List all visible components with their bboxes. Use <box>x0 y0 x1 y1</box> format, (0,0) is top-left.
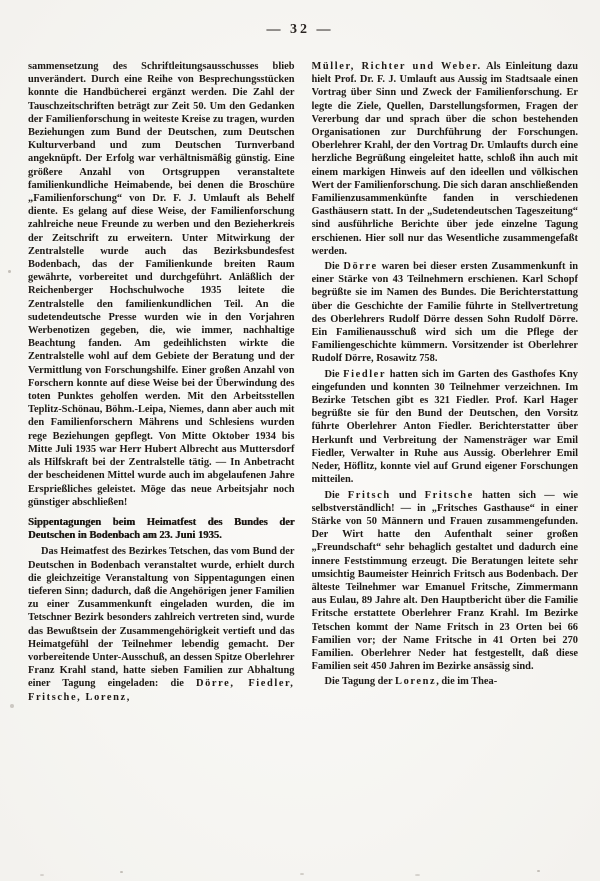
letterspaced-name: Dörre, Fiedler, Fritsche, Lorenz, <box>28 678 295 703</box>
paragraph <box>312 489 579 674</box>
paragraph <box>312 368 579 487</box>
text-run: , die im Thea- <box>436 676 498 688</box>
text-run: Die <box>324 489 348 501</box>
letterspaced-name: Fritsche <box>424 489 474 501</box>
section-heading <box>28 516 295 542</box>
scan-speckle <box>300 873 304 875</box>
paragraph <box>312 60 579 258</box>
scan-speckle <box>40 874 44 876</box>
text-run: Als Einleitung dazu hielt Prof. Dr. F. J. Umlauft aus Aussig im Stadtsaale einen Vortrag über Sinn und Zweck der Familienforschung. Er legte die Ziele, Quellen, Darstellungsformen, Fragen der Vererbung dar und sprach über die schon bestehenden Organisationen zur Durchführung der Forschungen. Oberlehrer Krahl, der den Vortrag Dr. Umlaufts durch eine herzliche Begrüßung eingeleitet hatte, schloß ihn auch mit einem markigen Hinweis auf den ideellen und völkischen Wert der Familienforschung. Die sich daran anschließenden Familienzusammenkünfte fanden in verschiedenen Gasthäusern statt. In der „Sudetendeutschen Tageszeitung“ sind ausführliche Berichte über jede einzelne Tagung erschienen. Hier soll nur das Wesentliche zusammengefaßt werden. <box>311 61 578 257</box>
column-right <box>312 60 579 867</box>
letterspaced-name: Lorenz <box>395 676 437 688</box>
page-number: — 32 — <box>266 22 334 37</box>
text-columns <box>28 60 578 867</box>
text-run: Das Heimatfest des Bezirkes Tetschen, das vom Bund der Deutschen in Bodenbach veranstaltet wurde, erhielt durch die gleichzeitige Veranstaltung von Sippentagungen einen tieferen Sinn; dadurch, daß die Angehörigen jener Familien zu einer Zusammenkunft eingeladen wurden, die im Tetschner Bezirk besonders zahlreich vertreten sind, wurde das Bewußtsein der Zusammengehörigkeit vertieft und das Heimatgefühl der Teilnehmer lebendig gemacht. Der vorbereitende Unter-Ausschuß, an dessen Spitze Oberlehrer Franz Krahl stand, hatte sieben Familien zur Abhaltung einer Tagung eingeladen: die <box>28 546 295 690</box>
scan-speckle <box>120 871 123 873</box>
text-run: Die Tagung der <box>324 676 396 688</box>
scan-speckle <box>537 870 540 872</box>
scan-speckle <box>415 874 420 876</box>
text-run: sammensetzung des Schriftleitungsausschusses blieb unverändert. Durch eine Reihe von Besprechungsstücken konnte die Handbücherei ergänzt werden. Die Zahl der Tauschzeitschriften beträgt zur Zeit 50. Um den Gedanken der Familienforschung in weiteste Kreise zu tragen, wurden Beziehungen zum Bund der Deutschen, zum Deutschen Kulturverband und zum Deutschen Turnverband angeknüpft. Der Erfolg war verhältnismäßig günstig. Eine größere Anzahl von Ortsgruppen veranstaltete familienkundliche Heimabende, bei denen die Broschüre „Familienforschung“ von Dr. F. J. Umlauft als Behelf diente. Es gelang auf diese Weise, der Familienforschung zahlreiche neue Freunde zu werben und den Bezieherkreis der Zeitschrift zu erweitern. Unter Mitwirkung der Zentralstelle wurde auch das Bezirksbundesfest Bodenbach, das der Familienkunde breiten Raum gewährte, vorbereitet und durchgeführt. Anläßlich der Reichenberger Hochschulwoche 1935 leitete die Zentralstelle den familienkundlichen Teil. An die sudetendeutsche Presse wurden wie in den Vorjahren Werbenotizen gegeben, die, wie immer, nachhaltige Beachtung fanden. Am gedeihlichsten wirkte die Zentralstelle wohl auf dem Gebiete der Beratung und der Vermittlung von Forschungshilfe. Einer großen Anzahl von Forschern konnte auf diese Weise bei der Überwindung des toten Punktes geholfen werden. Mit den Arbeitsstellen Teplitz-Schönau, Böhm.-Leipa, Niemes, dann aber auch mit den Familienforschern Mährens und Schlesiens wurden rege Beziehungen gepflegt. Von Mitte Oktober 1934 bis Mitte Juli 1935 war Herr Hubert Albrecht aus Muttersdorf als Hilfskraft bei der Zentralstelle tätig. — In Anbetracht der bescheidenen Mittel wurde auch im abgelaufenen Jahre Ersprießliches geleistet. Möge das neue Arbeitsjahr noch günstiger abschließen! <box>28 61 295 508</box>
text-run: Die <box>324 261 344 273</box>
text-run: hatten sich — wie selbstverständlich! — in „Fritsches Gasthause“ in einer Stärke von 50 Männern und Frauen zusammengefunden. Der Wirt hatte den Aufenthalt seiner großen „Freundschaft“ sehr behaglich gestaltet und dadurch eine innere Feststimmung erzeugt. Die Beratungen leitete sehr umsichtig Baumeister Heinrich Fritsch aus Bodenbach. Der älteste Teilnehmer war Emanuel Fritsche, Zimmermann aus Eulau, 89 Jahre alt. Den Hauptbericht über die Familie Fritsche erstattete Oberlehrer Franz Krahl. Im Bezirke Tetschen kommt der Name Fritsch in 23 Orten bei 66 Familien vor; der Name Fritsche in 41 Orten bei 270 Familien. Oberlehrer Neder hat festgestellt, daß diese Familien seit 450 Jahren im Bezirke ansässig sind. <box>311 489 578 673</box>
text-run: Sippentagungen beim Heimatfest des Bundes der Deutschen in Bodenbach am 23. Juni 1935. <box>28 516 295 542</box>
letterspaced-name: Fritsch <box>347 489 391 501</box>
text-run: und <box>390 489 425 501</box>
paragraph <box>28 60 295 509</box>
letterspaced-name: Dörre <box>343 261 378 273</box>
letterspaced-name: Fiedler <box>343 368 387 380</box>
letterspaced-name: Müller, Richter und Weber. <box>311 61 482 72</box>
column-left <box>28 60 295 867</box>
text-run: waren bei dieser ersten Zusammenkunft in einer Stärke von 43 Teilnehmern erschienen. Karl Schopf begrüßte sie im Namen des Bundes. Die Berichterstattung über die Geschichte der Familie führte in Stellvertretung des Oberlehrers Rudolf Dörre dessen Sohn Rudolf Dörre. Ein Familienausschuß wird sich um die Pflege der Familiengeschichte kümmern. Vorsitzender ist Oberlehrer Rudolf Dörre, Rosawitz 758. <box>311 261 578 365</box>
scan-speckle <box>8 270 11 273</box>
paragraph <box>312 675 579 688</box>
text-run: Die <box>324 368 344 380</box>
scan-speckle <box>10 704 14 708</box>
text-run: hatten sich im Garten des Gasthofes Kny eingefunden und konnten 30 Teilnehmer verzeichnen. Im Bezirke Tetschen gibt es 321 Fiedler. Prof. Karl Hager begrüßte sie für den Bund der Deutschen, den Vorsitz führte Oberlehrer Anton Fiedler. Berichterstatter über Herkunft und Verbreitung der Namensträger war Emil Fiedler, Verwalter in Ruhe aus Aussig. Oberlehrer Emil Neder, Höflitz, konnte viel auf Grund eigener Forschungen mitteilen. <box>311 368 578 486</box>
paragraph <box>28 545 295 703</box>
paragraph <box>312 260 579 366</box>
